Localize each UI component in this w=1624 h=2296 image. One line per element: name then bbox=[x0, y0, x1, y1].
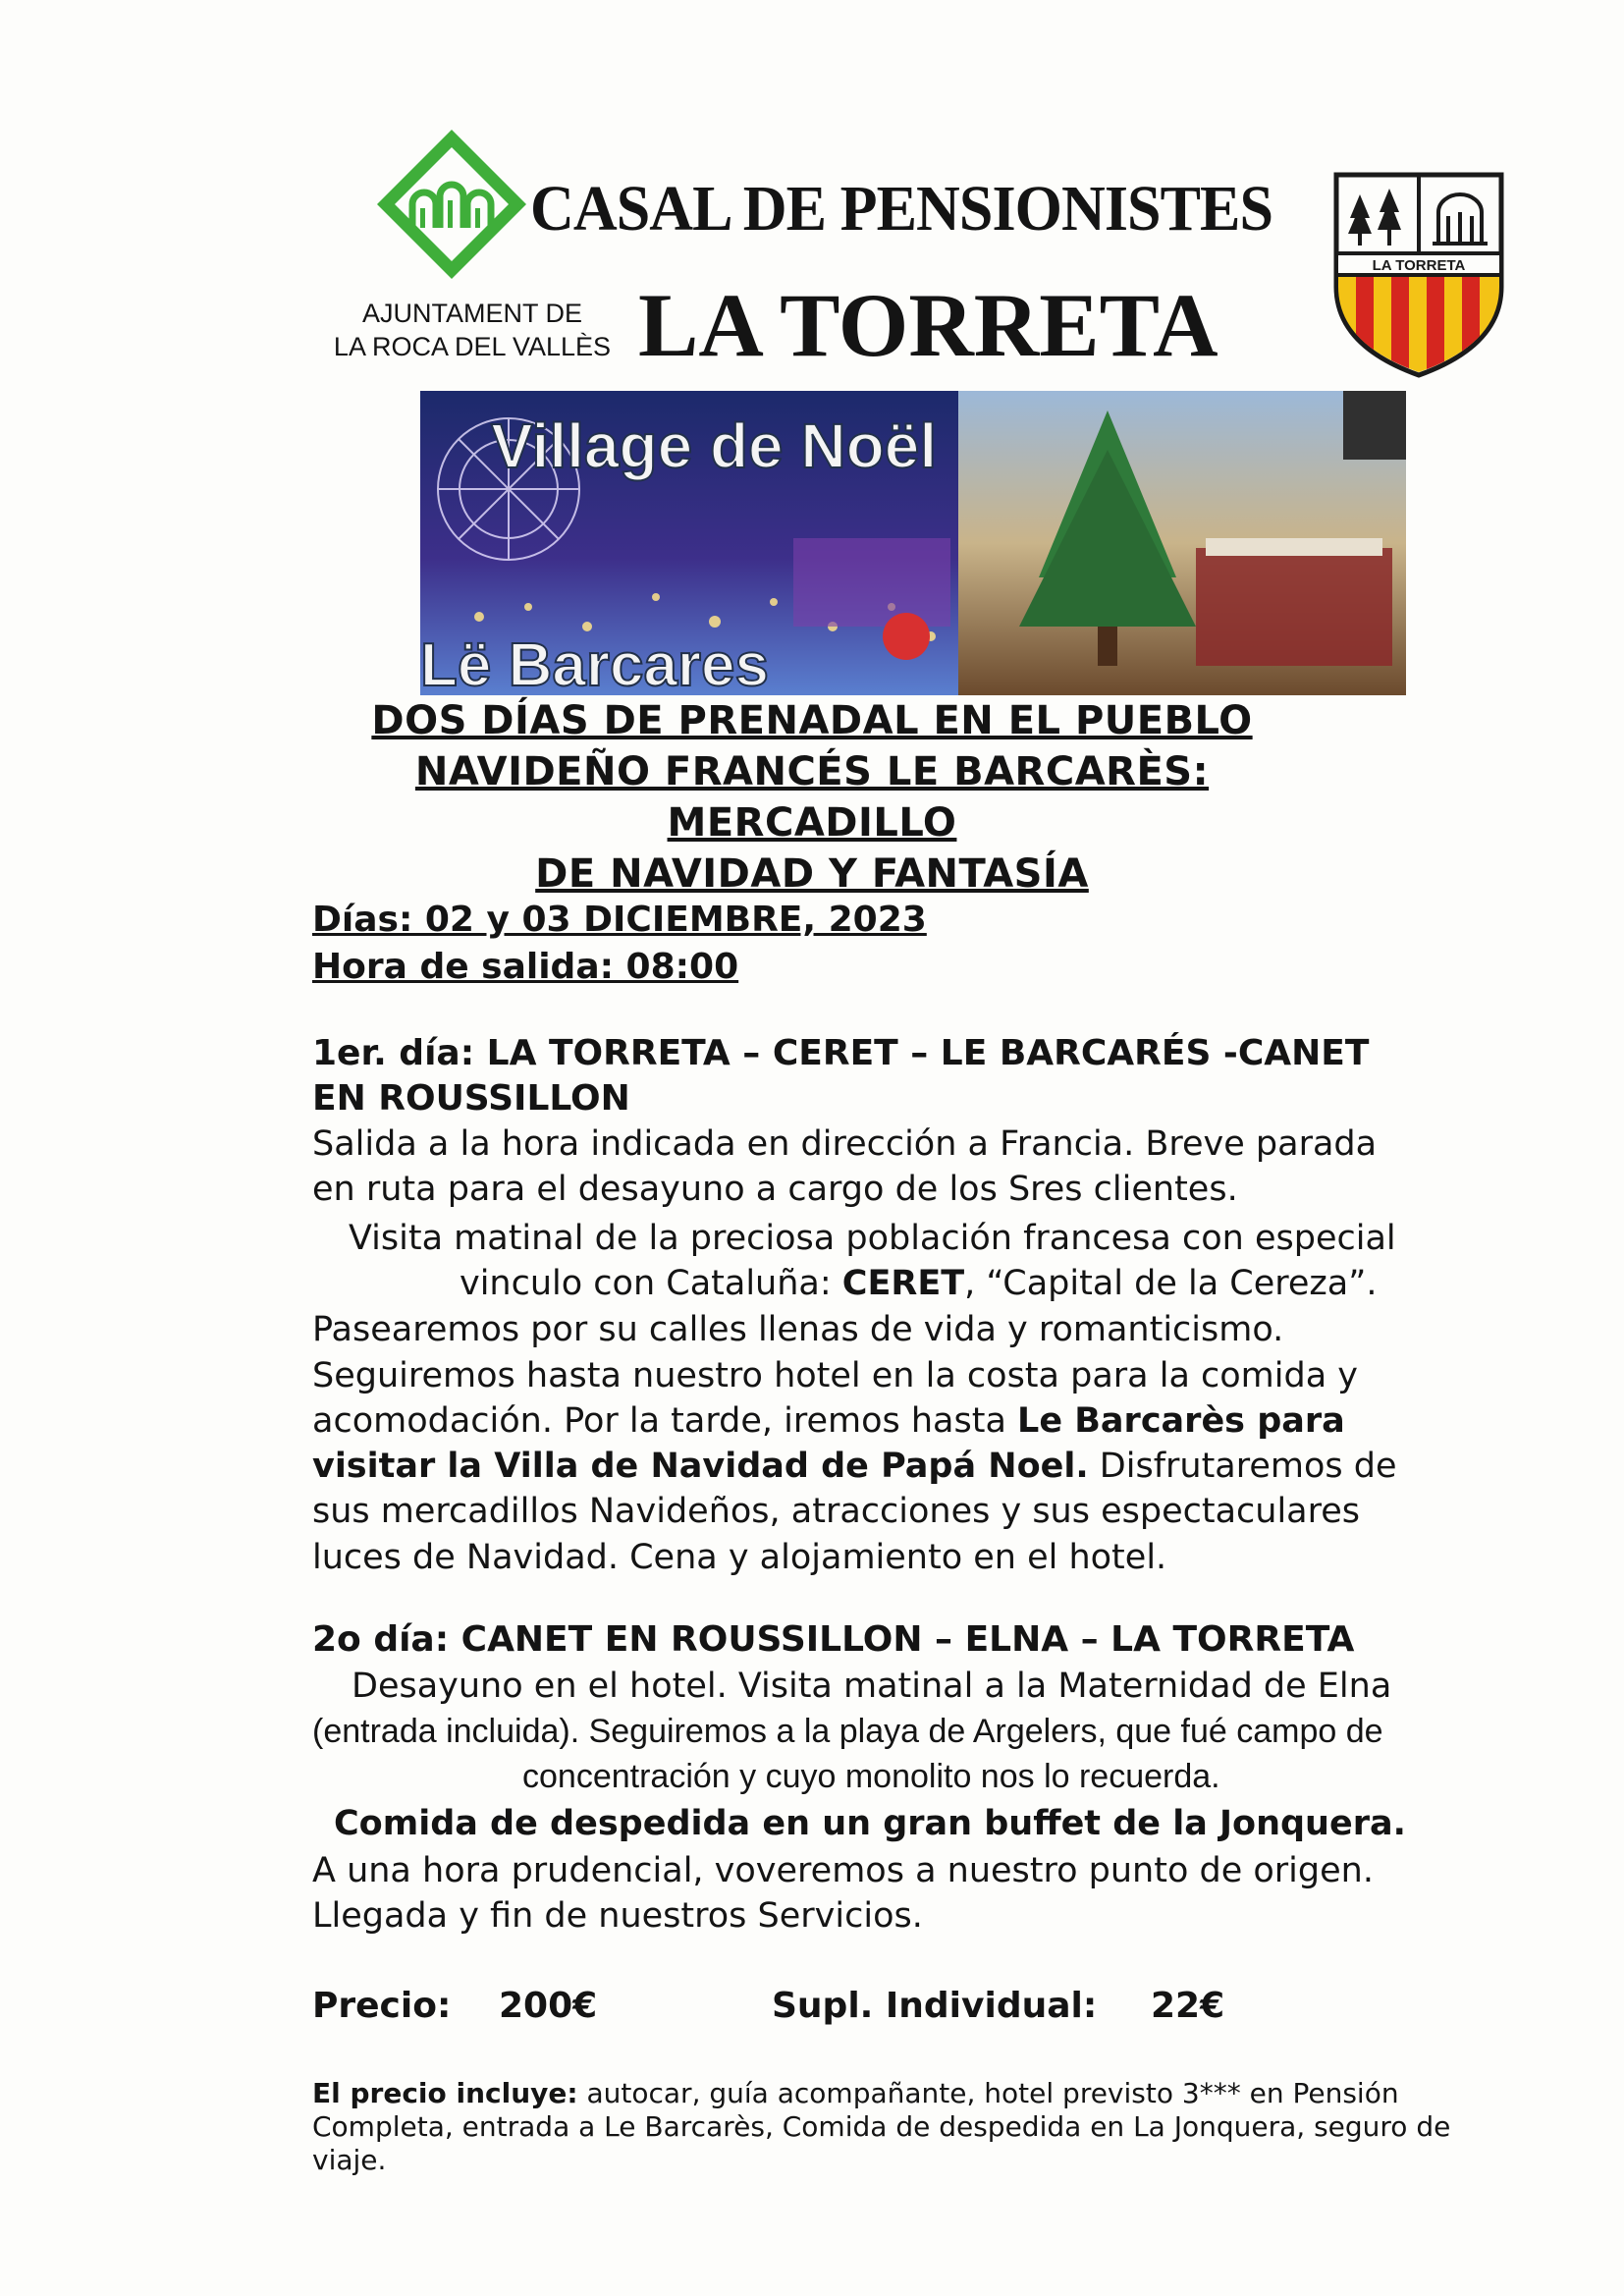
price-includes bbox=[312, 2077, 1530, 2177]
banner-title: Village de Noël bbox=[491, 410, 938, 481]
day1-line-5: Pasearemos por su calles llenas de vida y romanticismo. bbox=[312, 1310, 1284, 1349]
day1-line-9: sus mercadillos Navideños, atracciones y sus espectaculares bbox=[312, 1492, 1361, 1531]
ceret-highlight: CERET bbox=[841, 1264, 965, 1303]
day2-line-6: Llegada y fin de nuestros Servicios. bbox=[312, 1896, 923, 1936]
day1-line-3: Visita matinal de la preciosa población francesa con especial bbox=[349, 1219, 1396, 1258]
day1-line-8b: Disfrutaremos de bbox=[1088, 1447, 1397, 1486]
includes-label: El precio incluye: bbox=[312, 2077, 578, 2109]
day2-line-4: Comida de despedida en un gran buffet de la Jonquera. bbox=[334, 1804, 1406, 1843]
price-value: 200€ bbox=[499, 1986, 598, 2026]
day2-line-1: Desayuno en el hotel. Visita matinal a la Maternidad de Elna bbox=[352, 1667, 1392, 1706]
municipality-label bbox=[320, 297, 624, 363]
supplement-label: Supl. Individual: bbox=[772, 1986, 1098, 2026]
day1-title bbox=[312, 1031, 1530, 1121]
day2-line-3: concentración y cuyo monolito nos lo recuerda. bbox=[522, 1758, 1220, 1795]
day1-line-10: luces de Navidad. Cena y alojamiento en el hotel. bbox=[312, 1538, 1167, 1577]
day1-line-2: en ruta para el desayuno a cargo de los Sres clientes. bbox=[312, 1170, 1238, 1209]
trip-dates: Días: 02 y 03 DICIEMBRE, 2023 bbox=[312, 900, 927, 940]
municipality-line-2: LA ROCA DEL VALLÈS bbox=[333, 332, 612, 361]
crest-label: LA TORRETA bbox=[1372, 257, 1466, 274]
casal-logo bbox=[373, 126, 530, 283]
day2-line-2: (entrada incluida). Seguiremos a la playa de Argelers, que fué campo de bbox=[312, 1713, 1383, 1750]
org-name: LA TORRETA bbox=[638, 275, 1218, 375]
headline-line-2: NAVIDEÑO FRANCÉS LE BARCARÈS: MERCADILLO bbox=[414, 749, 1210, 846]
day1-title-line-2: EN ROUSSILLON bbox=[312, 1078, 630, 1119]
day1-line-7a: acomodación. Por la tarde, iremos hasta bbox=[312, 1401, 1018, 1441]
price-label: Precio: bbox=[312, 1986, 452, 2026]
banner-subtitle: Lë Barcares bbox=[420, 631, 770, 695]
day1-line-7 bbox=[312, 1398, 1345, 1444]
banner-image bbox=[420, 391, 1406, 695]
headline-line-1: DOS DÍAS DE PRENADAL EN EL PUEBLO bbox=[371, 698, 1253, 743]
barcares-highlight: Le Barcarès para bbox=[1017, 1401, 1345, 1441]
coat-of-arms-icon bbox=[1330, 169, 1507, 380]
day1-line-8 bbox=[312, 1444, 1397, 1489]
includes-text: autocar, guía acompañante, hotel previsto 3*** en Pensión Completa, entrada a Le Barcarès, Comida de despedida en La Jonquera, seguro de viaje. bbox=[312, 2077, 1451, 2176]
day1-line-6: Seguiremos hasta nuestro hotel en la costa para la comida y bbox=[312, 1356, 1359, 1395]
municipality-line-1: AJUNTAMENT DE bbox=[361, 299, 582, 328]
day1-title-line-1: 1er. día: LA TORRETA – CERET – LE BARCARÉS -CANET bbox=[312, 1033, 1370, 1073]
departure-time: Hora de salida: 08:00 bbox=[312, 947, 739, 987]
headline bbox=[295, 695, 1329, 900]
day1-line-1: Salida a la hora indicada en dirección a Francia. Breve parada bbox=[312, 1124, 1378, 1164]
villa-highlight: visitar la Villa de Navidad de Papá Noel. bbox=[312, 1447, 1089, 1486]
supplement-value: 22€ bbox=[1151, 1986, 1225, 2026]
headline-line-3: DE NAVIDAD Y FANTASÍA bbox=[535, 851, 1089, 897]
org-title: CASAL DE PENSIONISTES bbox=[530, 173, 1273, 245]
day1-line-4c: , “Capital de la Cereza”. bbox=[964, 1264, 1378, 1303]
day2-line-5: A una hora prudencial, voveremos a nuestro punto de origen. bbox=[312, 1851, 1374, 1890]
day1-line-4 bbox=[460, 1261, 1378, 1306]
day2-title: 2o día: CANET EN ROUSSILLON – ELNA – LA TORRETA bbox=[312, 1619, 1355, 1660]
day1-line-4a: vinculo con Cataluña: bbox=[460, 1264, 842, 1303]
